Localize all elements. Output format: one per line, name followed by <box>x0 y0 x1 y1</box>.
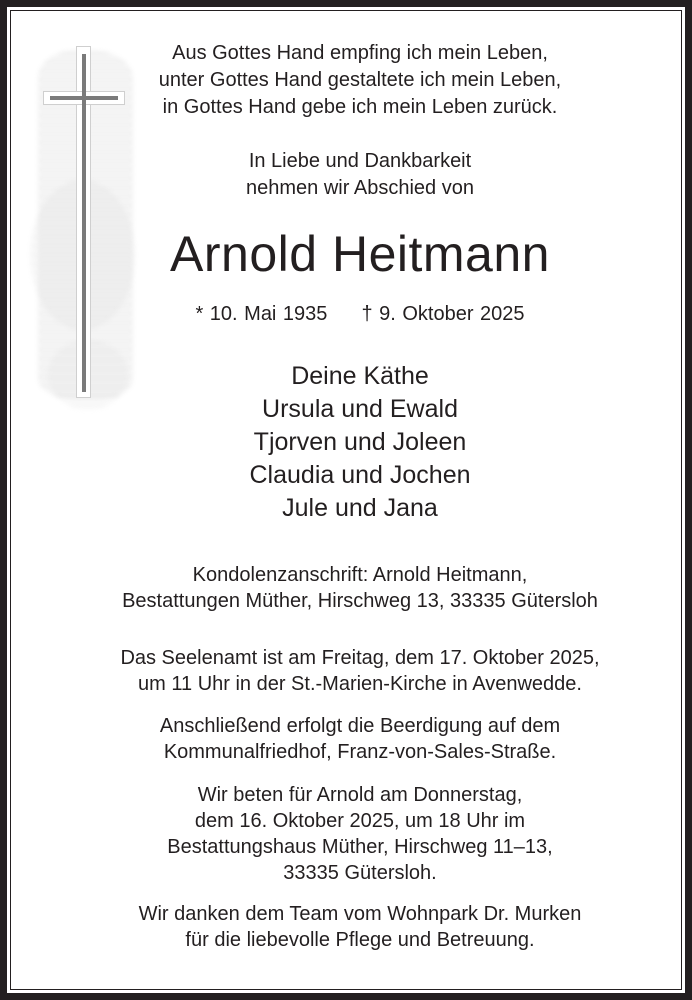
life-dates <box>60 301 660 328</box>
intro-line: In Liebe und Dankbarkeit <box>248 150 472 172</box>
condolence-line: Bestattungen Müther, Hirschweg 13, 33335 Gütersloh <box>122 590 598 612</box>
family-list <box>60 360 660 525</box>
prayer-line: Wir beten für Arnold am Donnerstag, <box>197 784 523 806</box>
burial-info <box>60 713 660 765</box>
prayer-line: Bestattungshaus Müther, Hirschweg 11–13, <box>167 836 553 858</box>
requiem-info <box>60 645 660 697</box>
requiem-line: um 11 Uhr in der St.-Marien-Kirche in Avenwedde. <box>138 673 582 695</box>
requiem-line: Das Seelenamt ist am Freitag, dem 17. Oktober 2025, <box>120 647 600 669</box>
thanks-line: für die liebevolle Pflege und Betreuung. <box>185 929 535 951</box>
family-member: Deine Käthe <box>291 362 429 390</box>
verse <box>60 40 660 121</box>
deceased-name: Arnold Heitmann <box>170 226 550 282</box>
verse-line: Aus Gottes Hand empfing ich mein Leben, <box>172 42 548 64</box>
prayer-line: dem 16. Oktober 2025, um 18 Uhr im <box>194 810 526 832</box>
family-member: Ursula und Ewald <box>262 395 458 423</box>
death-date: † 9. Oktober 2025 <box>361 303 525 325</box>
family-member: Claudia und Jochen <box>249 461 471 489</box>
intro <box>60 148 660 202</box>
prayer-info <box>60 782 660 886</box>
condolence-line: Kondolenzanschrift: Arnold Heitmann, <box>192 564 528 586</box>
prayer-line: 33335 Gütersloh. <box>283 862 437 884</box>
birth-date: * 10. Mai 1935 <box>195 303 328 325</box>
family-member: Tjorven und Joleen <box>253 428 467 456</box>
burial-line: Kommunalfriedhof, Franz-von-Sales-Straße. <box>163 741 557 763</box>
intro-line: nehmen wir Abschied von <box>246 177 474 199</box>
verse-line: unter Gottes Hand gestaltete ich mein Leben, <box>158 69 562 91</box>
burial-line: Anschließend erfolgt die Beerdigung auf dem <box>159 715 561 737</box>
thanks-note <box>60 901 660 953</box>
thanks-line: Wir danken dem Team vom Wohnpark Dr. Murken <box>138 903 582 925</box>
verse-line: in Gottes Hand gebe ich mein Leben zurück. <box>162 96 558 118</box>
condolence-address <box>60 562 660 614</box>
family-member: Jule und Jana <box>282 494 438 522</box>
